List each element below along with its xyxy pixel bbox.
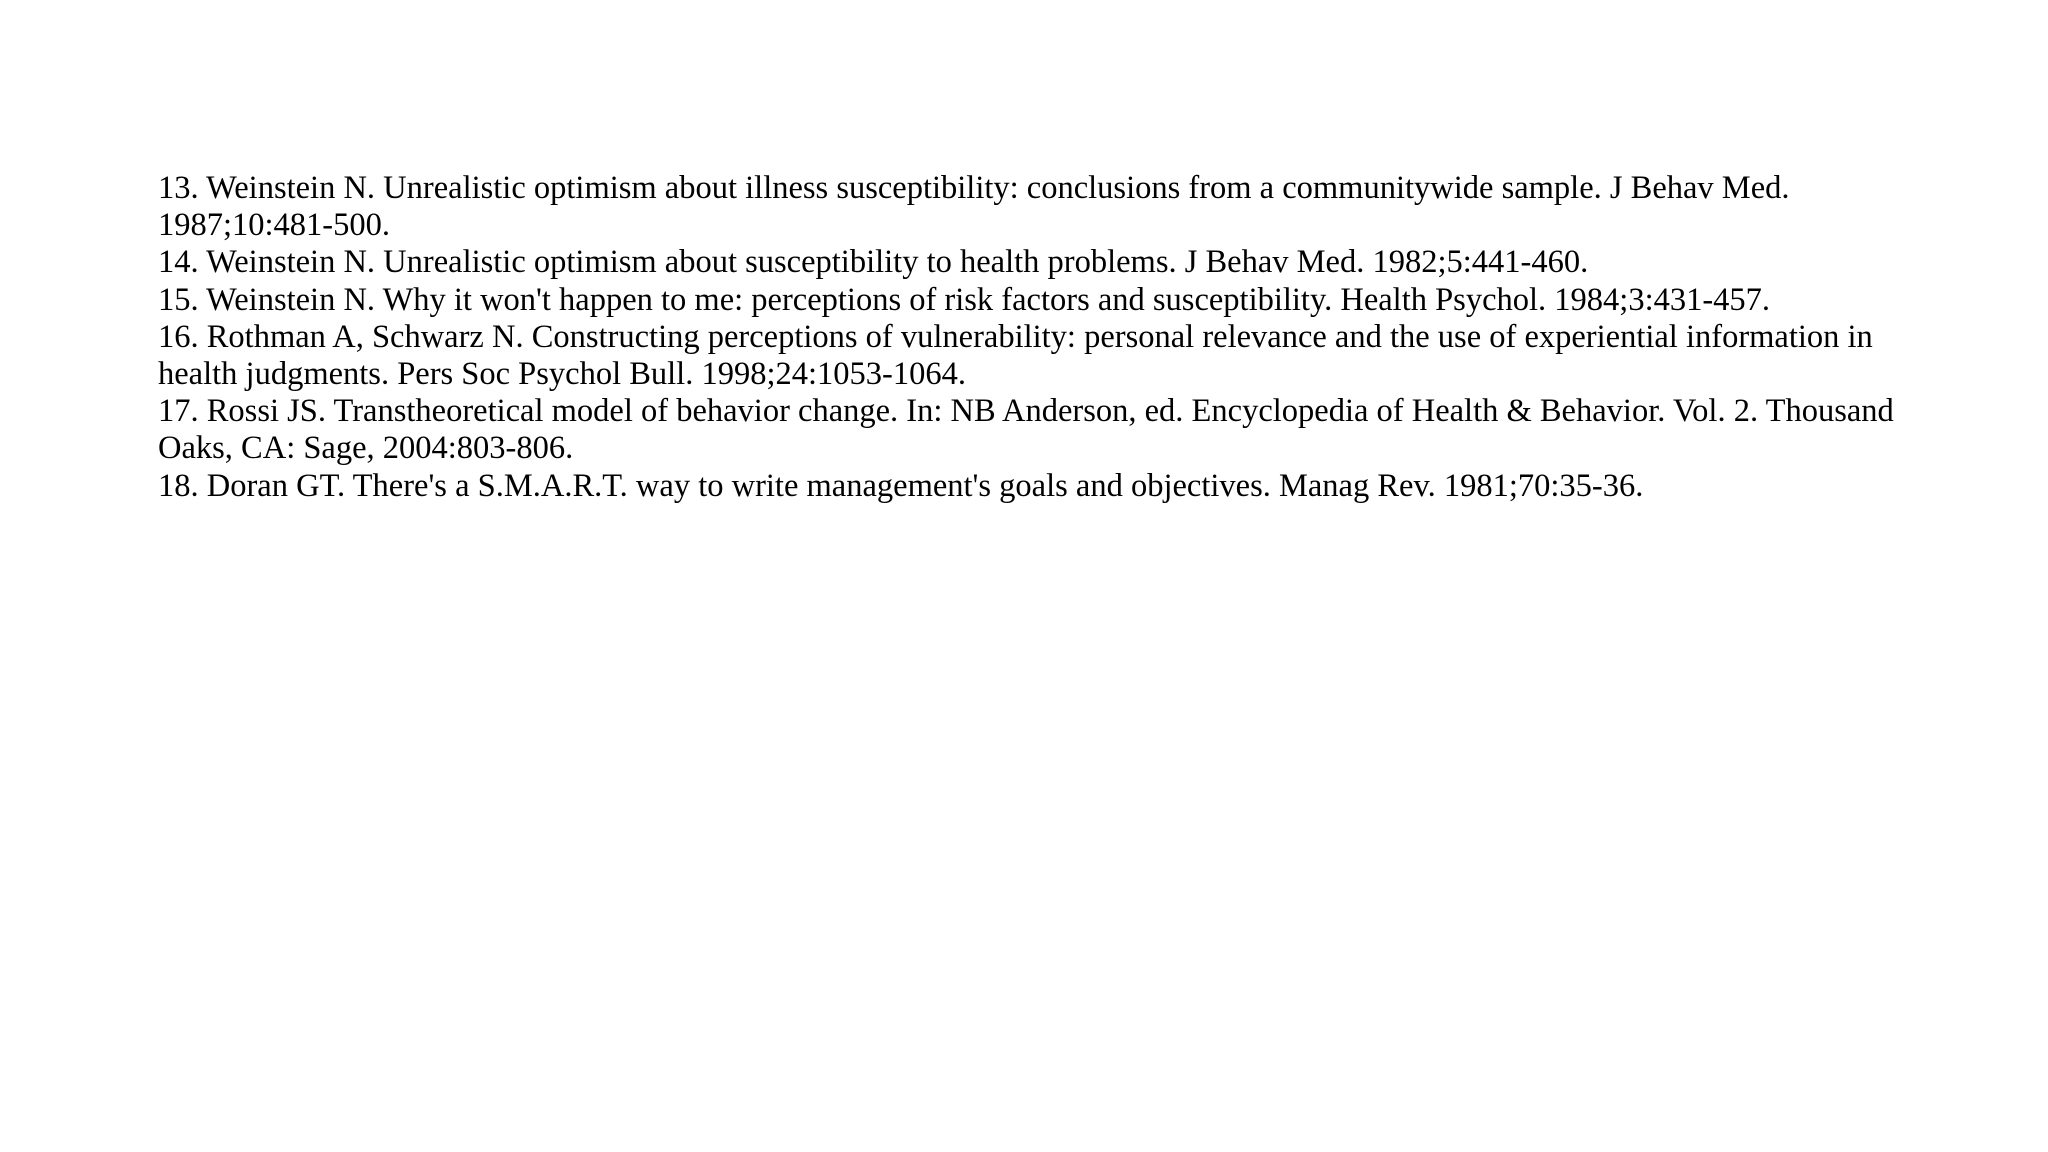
reference-text: Weinstein N. Unrealistic optimism about susceptibility to health problems. J Behav Med. 1982;5:441-460.: [206, 244, 1589, 281]
reference-number: 13.: [158, 170, 199, 206]
reference-text: Rossi JS. Transtheoretical model of behavior change. In: NB Anderson, ed. Encyclopedia of Health & Behavior. Vol. 2. Thousand Oaks, CA: Sage, 2004:803-806.: [158, 393, 1894, 467]
reference-18: [158, 468, 1898, 505]
reference-number: 16.: [158, 318, 199, 355]
reference-number: 15.: [158, 281, 199, 318]
reference-number: 17.: [158, 393, 199, 430]
reference-text: Doran GT. There's a S.M.A.R.T. way to write management's goals and objectives. Manag Rev. 1981;70:35-36.: [206, 467, 1644, 504]
reference-13: [158, 170, 1898, 244]
reference-15: [158, 282, 1898, 319]
reference-text: Weinstein N. Unrealistic optimism about illness susceptibility: conclusions from a communitywide sample. J Behav Med. 1987;10:481-500.: [158, 170, 1790, 244]
reference-number: 18.: [158, 467, 199, 504]
reference-text: Weinstein N. Why it won't happen to me: perceptions of risk factors and susceptibility. Health Psychol. 1984;3:431-457.: [206, 281, 1771, 318]
reference-text: Rothman A, Schwarz N. Constructing perceptions of vulnerability: personal relevance and the use of experiential information in health judgments. Pers Soc Psychol Bull. 1998;24:1053-1064.: [158, 318, 1873, 393]
reference-14: [158, 244, 1898, 281]
reference-16: [158, 319, 1898, 393]
reference-17: [158, 393, 1898, 467]
reference-number: 14.: [158, 244, 199, 281]
reference-list: [158, 170, 1898, 505]
